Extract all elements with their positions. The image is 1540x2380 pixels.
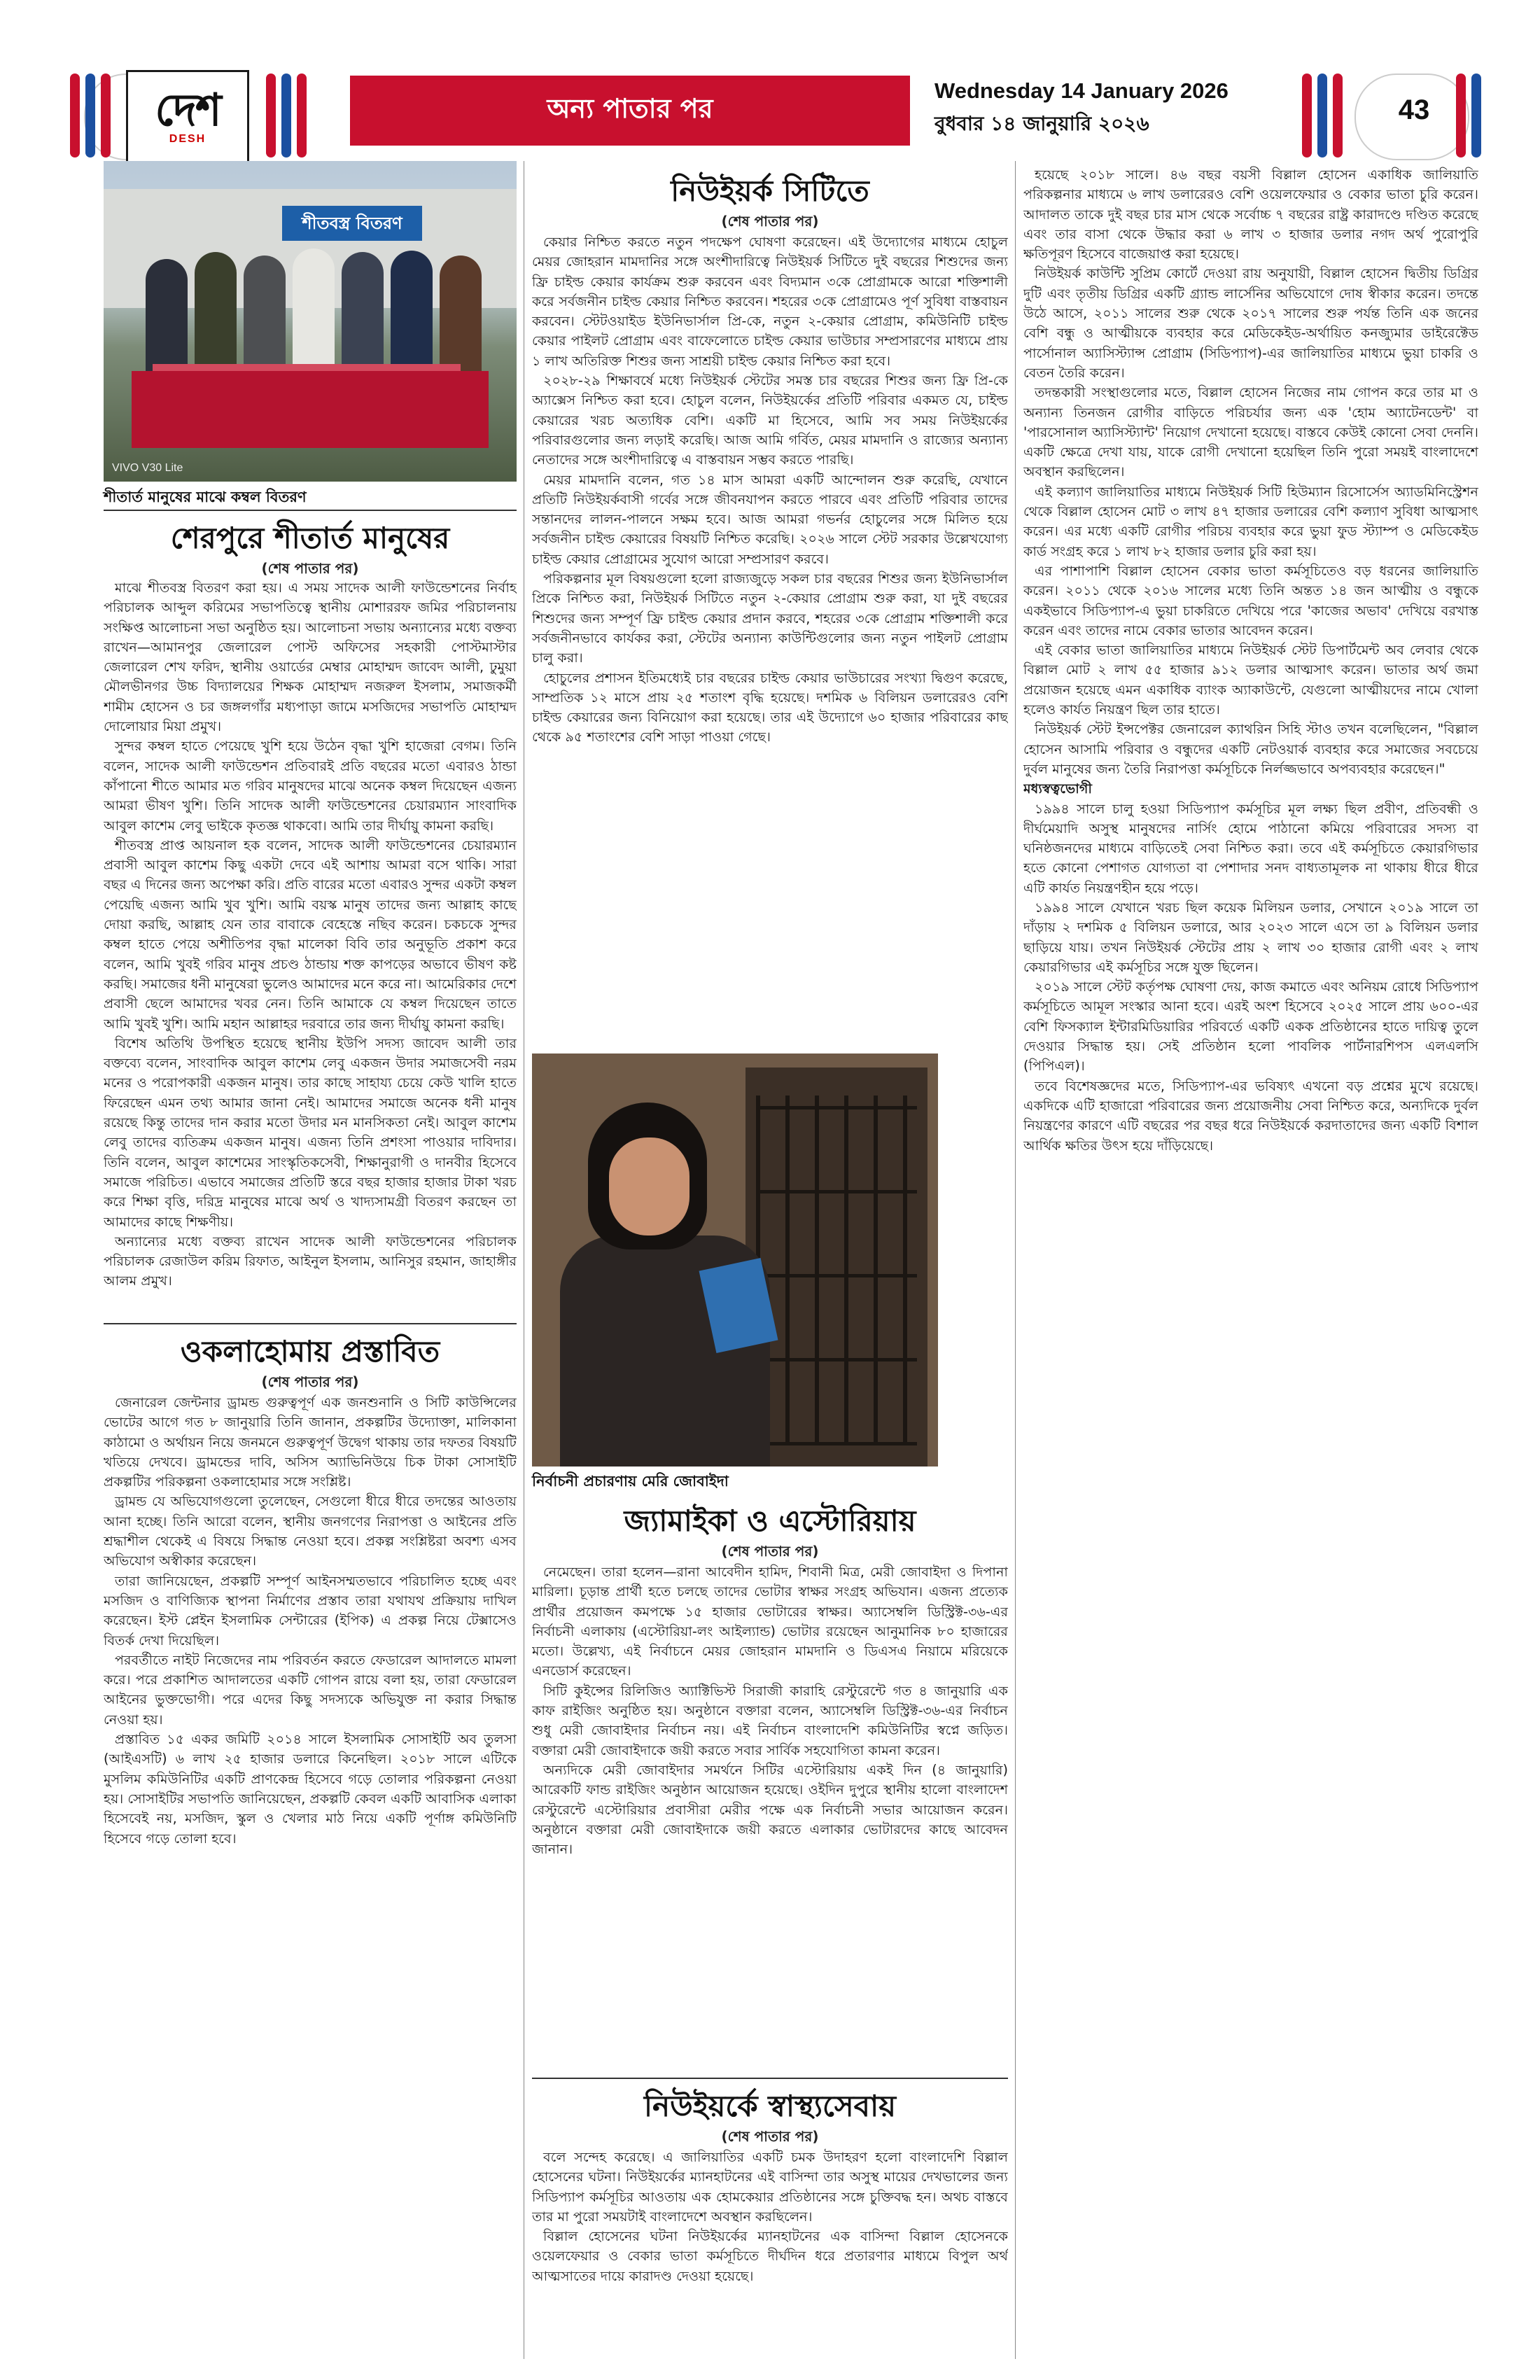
paragraph: অন্যান্যের মধ্যে বক্তব্য রাখেন সাদেক আলী ফাউন্ডেশনের পরিচালক পরিচালক রেজাউল করিম রিফাত, আইনুল ইসলাম, আনিসুর রহমান, জাহাঙ্গীর আলম প্রমুখ। — [104, 1233, 517, 1289]
story-body — [104, 1393, 517, 2345]
logo-stripes — [266, 74, 322, 158]
paragraph: তবে বিশেষজ্ঞদের মতে, সিডিপ্যাপ-এর ভবিষ্যৎ এখনো বড় প্রশ্নের মুখে রয়েছে। একদিকে এটি হাজারো পরিবারের জন্য প্রয়োজনীয় সেবা নিশ্চিত করে, অন্যদিকে দুর্বল নিয়ন্ত্রণের কারণে এটি বছরের পর বছর ধরে নিউইয়র্কে করদাতাদের জন্য একটি বিশাল আর্থিক ক্ষতির উৎস হয়ে দাঁড়িয়েছে। — [1023, 1077, 1478, 1154]
left-stripes — [70, 74, 126, 158]
paragraph: মেয়র মামদানি বলেন, গত ১৪ মাস আমরা একটি আন্দোলন শুরু করেছি, যেখানে প্রতিটি নিউইয়র্কবাসী গর্বের সঙ্গে জীবনযাপন করতে পারবে এবং প্রতিটি পরিবার তাদের সন্তানদের লালন-পালনে সক্ষম হবে। আজ আমরা গভর্নর হোচুলের সঙ্গে মিলিত হয়ে সর্বজনীন চাইল্ড কেয়ারের বিষয়টি নিশ্চিত করেছি। ২০২৬ সালে স্টেট সরকার উল্লেখযোগ্য চাইল্ড কেয়ার প্রোগ্রামের সুযোগ আরো সম্প্রসারণ করবে। — [532, 471, 1008, 567]
paragraph: জেনারেল জেন্টনার ড্রামন্ড গুরুত্বপূর্ণ এক জনশুনানি ও সিটি কাউন্সিলের ভোটের আগে গত ৮ জানুয়ারি তিনি জানান, প্রকল্পটির উদ্যোক্তা, মালিকানা কাঠামো ও অর্থায়ন নিয়ে জনমনে গুরুত্বপূর্ণ উদ্বেগ থাকায় তার দফতর বিষয়টি খতিয়ে দেখবে। ড্রামন্ডের দাবি, অসিস অ্যাভিনিউয়ে চিক টাকা সোসাইটি প্রকল্পটির পরিকল্পনা ওকলাহোমার সঙ্গে সংশ্লিষ্ট। — [104, 1394, 517, 1490]
continued-label: (শেষ পাতার পর) — [261, 560, 359, 577]
paragraph: কেয়ার নিশ্চিত করতে নতুন পদক্ষেপ ঘোষণা করেছেন। এই উদ্যোগের মাধ্যমে হোচুল মেয়র জোহরান মামদানির সঙ্গে অংশীদারিত্বে নিউইয়র্ক সিটিতে দুই বছরের শিশুদের জন্য ফ্রি চাইল্ড কেয়ার কার্যক্রম শুরু করবেন এবং বিদ্যমান ৩কে প্রোগ্রামকে আরো শক্তিশালী করে সর্বজনীন চাইল্ড কেয়ার নিশ্চিত করবেন। শহরের ৩কে প্রোগ্রামেও পূর্ণ সুবিধা বাস্তবায়ন করবেন। স্টেটওয়াইড ইউনিভার্সাল প্রি-কে, নতুন ২-কেয়ার প্রোগ্রাম, কমিউনিটি চাইল্ড কেয়ার পাইলট প্রোগ্রাম এবং বাফেলোতে চাইল্ড কেয়ার ভাউচার সম্প্রসারণের মাধ্যমে প্রায় ১ লাখ অতিরিক্ত শিশুর জন্য সাশ্রয়ী চাইল্ড কেয়ার নিশ্চিত করা হবে। — [532, 234, 1008, 369]
date-bangla: বুধবার ১৪ জানুয়ারি ২০২৬ — [934, 112, 1149, 135]
candidate-campaign-photo — [532, 1054, 938, 1466]
paragraph: ড্রামন্ড যে অভিযোগগুলো তুলেছেন, সেগুলো ধীরে ধীরে তদন্তের আওতায় আনা হচ্ছে। তিনি আরো বলেন, স্থানীয় জনগণের নিরাপত্তা ও আইনের প্রতি শ্রদ্ধাশীল থেকেই এ বিষয়ে সিদ্ধান্ত নেওয়া হবে। প্রকল্প সংশ্লিষ্টরা অবশ্য এসব অভিযোগ অস্বীকার করেছেন। — [104, 1493, 517, 1569]
paragraph: অন্যদিকে মেরী জোবাইদার সমর্থনে সিটির এস্টোরিয়ায় একই দিন (৪ জানুয়ারি) আরেকটি ফান্ড রাইজিং অনুষ্ঠান আয়োজন হয়েছে। ওইদিন দুপুরে স্থানীয় হালো বাংলাদেশ রেস্টুরেন্টে এস্টোরিয়ার প্রবাসীরা মেরীর পক্ষে এক নির্বাচনী সভার আয়োজন করেন। অনুষ্ঠানে বক্তারা মেরী জোবাইদাকে জয়ী করতে এলাকার ভোটারদের কাছে আবেদন জানান। — [532, 1761, 1008, 1858]
paragraph: বিল্লাল হোসেনের ঘটনা নিউইয়র্কের ম্যানহাটনের এক বাসিন্দা বিল্লাল হোসেনকে ওয়েলফেয়ার ও বেকার ভাতা কর্মসূচিতে দীর্ঘদিন ধরে প্রতারণার মাধ্যমে বিপুল অর্থ আত্মসাতের দায়ে কারাদণ্ড দেওয়া হয়েছে। — [532, 2228, 1008, 2284]
paragraph: সুন্দর কম্বল হাতে পেয়েছে খুশি হয়ে উঠেন বৃদ্ধা খুশি হাজেরা বেগম। তিনি বলেন, সাদেক আলী ফাউন্ডেশন প্রতিবারই প্রতি বছরের মতো এবারও ঠান্ডা কাঁপানো শীতে আমার মত গরিব মানুষদের মাঝে অনেক কম্বল দিয়েছেন এজন্য আমরা ভীষণ খুশি। তিনি সাদেক আলী ফাউন্ডেশনের চেয়ারম্যান সাংবাদিক আবুল কাশেম লেবু ভাইকে কৃতজ্ঞ থাকবো। আমি তার দীর্ঘায়ু কামনা করছি। — [104, 738, 517, 834]
continued-label: (শেষ পাতার পর) — [721, 213, 819, 230]
paragraph: এর পাশাপাশি বিল্লাল হোসেন বেকার ভাতা কর্মসূচিতেও বড় ধরনের জালিয়াতি করেন। ২০১১ থেকে ২০১৬ সালের মধ্যে তিনি অন্তত ১৪ জন আত্মীয় ও বন্ধুকে একইভাবে সিডিপ্যাপ-এ ভুয়া চাকরিতে দেখিয়ে পরে 'কাজের অভাব' দেখিয়ে বরখাস্ত করেন এবং তাদের নামে বেকার ভাতার আবেদন করেন। — [1023, 562, 1478, 638]
paragraph: নিউইয়র্ক কাউন্টি সুপ্রিম কোর্টে দেওয়া রায় অনুযায়ী, বিল্লাল হোসেন দ্বিতীয় ডিগ্রির দুটি এবং তৃতীয় ডিগ্রির একটি গ্র্যান্ড লার্সেনির অভিযোগে দোষ স্বীকার করেন। তদন্তে উঠে আসে, ২০১১ সালের শুরু থেকে ২০১৭ সালের শুরু পর্যন্ত তিনি এক জনের বেশি বন্ধু ও আত্মীয়কে ব্যবহার করে মেডিকেইড-অর্থায়িত কনজ্যুমার ডাইরেক্টেড পার্সোনাল অ্যাসিস্ট্যান্স প্রোগ্রাম (সিডিপ্যাপ)-এর জালিয়াতির মাধ্যমে ভুয়া চাকরি ও বেতন তৈরি করেন। — [1023, 265, 1478, 381]
page-number: 43 — [1398, 94, 1430, 125]
paragraph: নিউইয়র্ক স্টেট ইন্সপেক্টর জেনারেল ক্যাথরিন সিহি স্টাও তখন বলেছিলেন, "বিল্লাল হোসেন আসামি পরিবার ও বন্ধুদের একটি নেটওয়ার্ক ব্যবহার করে সমাজের সবচেয়ে দুর্বল মানুষের জন্য তৈরি নিরাপত্তা কর্মসূচিকে নির্লজ্জভাবে অপব্যবহার করেছেন।" — [1023, 721, 1478, 777]
story-body — [532, 1562, 1008, 2070]
paragraph: মাঝে শীতবস্ত্র বিতরণ করা হয়। এ সময় সাদেক আলী ফাউন্ডেশনের নির্বাহ পরিচালক আব্দুল করিমের সভাপতিত্বে স্থানীয় মোশাররফ জমির পরিচালনায় সংক্ষিপ্ত আলোচনা সভা অনুষ্ঠিত হয়। আলোচনা সভায় অন্যান্যের মধ্যে বক্তব্য রাখেন—আমানপুর জেলারেল পোস্ট অফিসের সহকারী পোস্টমাস্টার জেলারেল শেখ ফরিদ, স্থানীয় ওয়ার্ডের মেম্বার মোহাম্মদ জাবেদ আলী, ঢুমুয়া মৌলভীনগর উচ্চ বিদ্যালয়ের শিক্ষক মোহাম্মদ নজরুল ইসলাম, সমাজকর্মী শামীম হোসেন ও চর জঙ্গলগাঁর মধ্যপাড়া জামে মসজিদের সভাপতি মোহাম্মদ দোলোয়ার মিয়া প্রমুখ। — [104, 580, 517, 735]
paragraph: হয়েছে ২০১৮ সালে। ৪৬ বছর বয়সী বিল্লাল হোসেন একাধিক জালিয়াতি পরিকল্পনার মাধ্যমে ৬ লাখ ডলারেরও বেশি ওয়েলফেয়ার ও বেকার ভাতা চুরি করেন। আদালত তাকে দুই বছর চার মাস থেকে সর্বোচ্চ ৭ বছরের রাষ্ট্র কারাদণ্ডে দণ্ডিত করেছে এবং তার বাসা থেকে উদ্ধার করা ৬ লাখ ৩ হাজার ডলার নগদ অর্থ পুরোপুরি ক্ষতিপূরণ হিসেবে বাজেয়াপ্ত করা হয়েছে। — [1023, 167, 1478, 262]
paragraph: বিশেষ অতিথি উপস্থিত হয়েছে স্থানীয় ইউপি সদস্য জাবেদ আলী তার বক্তব্যে বলেন, সাংবাদিক আবুল কাশেম লেবু একজন উদার সমাজসেবী নরম মনের ও পরোপকারী একজন মানুষ। তার কাছে সাহায্য চেয়ে কেউ খালি হাতে ফিরেছেন এমন তথ্য আমার জানা নেই। আমাদের সমাজে অনেক ধনী মানুষ রয়েছে কিন্তু তাদের দান করার মতো উদার মন মানসিকতা নেই। আবুল কাশেম লেবু তাদের ব্যতিক্রম একজন মানুষ। এজন্য তিনি প্রশংসা পাওয়ার দাবিদার। তিনি বলেন, আবুল কাশেমের সাংস্কৃতিকসেবী, শিক্ষানুরাগী ও দানবীর হিসেবে সমাজে পরিচিত। এভাবে সমাজের প্রতিটি স্তরে বছর হাজার হাজার টাকা খরচ করে শিক্ষা বৃত্তি, দরিদ্র মানুষের মাঝে অর্থ ও খাদ্যসামগ্রী বিতরণ করছেন তা আমাদের কাছে শিক্ষণীয়। — [104, 1035, 517, 1230]
date-english: Wednesday 14 January 2026 — [934, 78, 1228, 103]
photo-watermark: VIVO V30 Lite — [112, 462, 183, 474]
story-headline: ওকলাহোমায় প্রস্তাবিত — [180, 1334, 440, 1368]
photo-caption: শীতার্ত মানুষের মাঝে কম্বল বিতরণ — [104, 489, 307, 505]
story-headline: শেরপুরে শীতার্ত মানুষের — [170, 521, 450, 555]
logo-wordmark: দেশ — [155, 84, 220, 136]
paragraph: ১৯৯৪ সালে যেখানে খরচ ছিল কয়েক মিলিয়ন ডলার, সেখানে ২০১৯ সালে তা দাঁড়ায় ২ দশমিক ৫ বিলিয়ন ডলারে, আর ২০২৩ সালে এসে তা ৯ বিলিয়ন ডলার ছাড়িয়ে যায়। তখন নিউইয়র্ক স্টেটের প্রায় ২ লাখ ৩০ হাজার রোগী এবং ২ লাখ কেয়ারগিভার এই কর্মসূচির সঙ্গে যুক্ত ছিলেন। — [1023, 899, 1478, 975]
photo-door-grille — [756, 1096, 917, 1446]
paragraph: ২০১৯ সালে স্টেট কর্তৃপক্ষ ঘোষণা দেয়, কাজ কমাতে এবং অনিয়ম রোধে সিডিপ্যাপ কর্মসূচিতে আমূল সংস্কার আনা হবে। এরই অংশ হিসেবে ২০২৫ সালে প্রায় ৬০০-এর বেশি ফিসক্যাল ইন্টারমিডিয়ারির পরিবর্তে একটি একক প্রতিষ্ঠানের হাতে দায়িত্ব তুলে দেওয়ার সিদ্ধান্ত হয়। সেই প্রতিষ্ঠান হলো পাবলিক পার্টনারশিপস এলএলসি (পিপিএল)। — [1023, 979, 1478, 1074]
paragraph: এই বেকার ভাতা জালিয়াতির মাধ্যমে নিউইয়র্ক স্টেট ডিপার্টমেন্ট অব লেবার থেকে বিল্লাল মোট ২ লাখ ৫৫ হাজার ৯১২ ডলার আত্মসাৎ করেন। ভাতার অর্থ জমা প্রয়োজন হয়েছে এমন একাধিক ব্যাংক অ্যাকাউন্টে, যেগুলো আত্মীয়দের নামে খোলা হলেও কার্যত নিয়ন্ত্রণ ছিল তার হাতে। — [1023, 642, 1478, 718]
story-body — [104, 578, 517, 1317]
continued-label: (শেষ পাতার পর) — [261, 1373, 359, 1390]
newspaper-logo — [126, 70, 249, 164]
blanket-distribution-photo — [104, 161, 517, 482]
story-headline: নিউইয়র্কে স্বাস্থ্যসেবায় — [644, 2089, 896, 2123]
paragraph: সিটি কুইন্সের রিলিজিও অ্যাক্টিভিস্ট সিরাজী কারাহি রেস্টুরেন্টে গত ৪ জানুয়ারি এক কাফ রাইজিং অনুষ্ঠিত হয়। অনুষ্ঠানে বক্তারা বলেন, অ্যাসেম্বলি ডিস্ট্রিক্ট-৩৬-এর নির্বাচন শুধু মেরী জোবাইদার নির্বাচন নয়। এই নির্বাচন বাংলাদেশি কমিউনিটির স্বপ্নে জড়িত। বক্তারা মেরী জোবাইদাকে জয়ী করতে সবার সার্বিক সহযোগিতা কামনা করেন। — [532, 1682, 1008, 1758]
photo-person-face — [609, 1138, 690, 1236]
logo-subtitle: DESH — [169, 133, 206, 145]
photo-banner: শীতবস্ত্র বিতরণ — [282, 206, 422, 241]
divider — [104, 510, 517, 511]
section-banner — [350, 76, 910, 146]
page-header — [0, 0, 1540, 161]
paragraph: বলে সন্দেহ করেছে। এ জালিয়াতির একটি চমক উদাহরণ হলো বাংলাদেশি বিল্লাল হোসেনের ঘটনা। নিউইয়র্কের ম্যানহাটনের এই বাসিন্দা তার অসুস্থ মায়ের দেখভালের জন্য সিডিপ্যাপ কর্মসূচির আওতায় এক হোমকেয়ার প্রতিষ্ঠানের সঙ্গে চুক্তিবদ্ধ হন। অথচ বাস্তবে তার মা পুরো সময়টাই বাংলাদেশে অবস্থান করছিলেন। — [532, 2149, 1008, 2225]
continued-label: (শেষ পাতার পর) — [721, 2128, 819, 2145]
paragraph: প্রস্তাবিত ১৫ একর জমিটি ২০১৪ সালে ইসলামিক সোসাইটি অব তুলসা (আইএসটি) ৬ লাখ ২৫ হাজার ডলারে কিনেছিল। ২০১৮ সালে এটিকে মুসলিম কমিউনিটির একটি প্রাণকেন্দ্র হিসেবে গড়ে তোলার পরিকল্পনা নেওয়া হয়। সোসাইটির সভাপতি জানিয়েছেন, প্রকল্পটি কেবল একটি আবাসিক এলাকা হিসেবেই নয়, মসজিদ, স্কুল ও খেলার মাঠ নিয়ে একটি পূর্ণাঙ্গ কমিউনিটি হিসেবে গড়ে তোলা হবে। — [104, 1731, 517, 1847]
paragraph: এই কল্যাণ জালিয়াতির মাধ্যমে নিউইয়র্ক সিটি হিউম্যান রিসোর্সেস অ্যাডমিনিস্ট্রেশন থেকে বিল্লাল হোসেন মোট ৩ লাখ ৪৭ হাজার ডলারের বেশি কল্যাণ সুবিধা আত্মসাৎ করেন। এর মধ্যে একটি রোগীর পরিচয় ব্যবহার করে ভুয়া ফুড স্ট্যাম্প ও মেডিকেইড কার্ড সংগ্রহ করে ১ লাখ ৮২ হাজার ডলার চুরি করা হয়। — [1023, 483, 1478, 559]
section-title: অন্য পাতার পর — [547, 93, 713, 124]
paragraph: তারা জানিয়েছেন, প্রকল্পটি সম্পূর্ণ আইনসম্মতভাবে পরিচালিত হচ্ছে এবং মসজিদ ও বাণিজ্যিক স্থাপনা নির্মাণের প্রস্তাব তারা যথাযথ প্রক্রিয়ায় দাখিল করেছেন। ইস্ট প্লেইন ইসলামিক সেন্টারের (ইপিক) এ প্রকল্প নিয়ে টেক্সাসেও বিতর্ক দেখা দিয়েছিল। — [104, 1572, 517, 1648]
column-rule — [1015, 161, 1016, 2359]
paragraph: তদন্তকারী সংস্থাগুলোর মতে, বিল্লাল হোসেন নিজের নাম গোপন করে তার মা ও অন্যান্য তিনজন রোগীর বাড়িতে পরিচর্যার জন্য এক 'হোম অ্যাটেনডেন্ট' বা 'পারসোনাল অ্যাসিস্ট্যান্ট' নিয়োগ দেখানো হয়েছে। বাস্তবে কেউই কোনো সেবা দেননি। একটি ক্ষেত্রে দেখা যায়, যাকে রোগী দেখানো হয়েছিল তিনি পুরো সময়ই বাংলাদেশে অবস্থান করছিলেন। — [1023, 384, 1478, 480]
story-body — [532, 2148, 1008, 2358]
paragraph: শীতবস্ত্র প্রাপ্ত আয়নাল হক বলেন, সাদেক আলী ফাউন্ডেশনের চেয়ারম্যান প্রবাসী আবুল কাশেম কিছু একটা দেবে এই আশায় আমরা বসে থাকি। সারা বছর এ দিনের জন্য অপেক্ষা করি। প্রতি বারের মতো এবারও সুন্দর একটা কম্বল পেয়েছি এজন্য আমি খুব খুশি। আমি বয়স্ক মানুষ তাদের জন্য আল্লাহ কাছে দোয়া করছি, আল্লাহ যেন তার বাবাকে বেহেস্তে নছিব করেন। চকচকে সুন্দর কম্বল হাতে পেয়ে অশীতিপর বৃদ্ধা মালেকা বিবি তার অনুভূতি প্রকাশ করে বলেন, আমি খুবই গরিব মানুষ প্রচণ্ড ঠান্ডায় শক্ত কাপড়ের অভাবে ভীষণ কষ্ট করছি। সমাজের ধনী মানুষেরা ভুলেও আমাদের মনে করে না। আমেরিকার দেশে প্রবাসী ছেলে আমাদের খবর নেন। তিনি আমাকে যে কম্বল দিয়েছেন তাতে আমি খুবই খুশি। আমি মহান আল্লাহর দরবারে তার জন্য দীর্ঘায়ু কামনা করছি। — [104, 836, 517, 1032]
paragraph: নেমেছেন। তারা হলেন—রানা আবেদীন হামিদ, শিবানী মিত্র, মেরী জোবাইদা ও দিপানা মারিলা। চূড়ান্ত প্রার্থী হতে চলছে তাদের ভোটার স্বাক্ষর সংগ্রহ অভিযান। এজন্য প্রত্যেক প্রার্থীর প্রয়োজন কমপক্ষে ১৫ হাজার ভোটারের স্বাক্ষর। অ্যাসেম্বলি ডিস্ট্রিক্ট-৩৬-এর নির্বাচনী এলাকায় (এস্টোরিয়া-লং আইল্যান্ড) ভোটার রয়েছেন আনুমানিক ৮০ হাজারের মতো। উল্লেখ্য, এই নির্বাচনে মেয়র জোহরান মামদানি ও ডিএসএ নিয়ামে মরিয়েকে এনডোর্স করেছেন। — [532, 1564, 1008, 1679]
divider — [532, 2078, 1008, 2079]
paragraph: পরবর্তীতে নাইট নিজেদের নাম পরিবর্তন করতে ফেডারেল আদালতে মামলা করে। পরে প্রকাশিত আদালতের একটি গোপন রায়ে বলা হয়, তারা ফেডারেল আইনের ভুক্তভোগী। পরে এদের কিছু সদস্যকে অভিযুক্ত না করার সিদ্ধান্ত নেওয়া হয়। — [104, 1651, 517, 1728]
paragraph: ১৯৯৪ সালে চালু হওয়া সিডিপ্যাপ কর্মসূচির মূল লক্ষ্য ছিল প্রবীণ, প্রতিবন্ধী ও দীর্ঘমেয়াদি অসুস্থ মানুষদের নার্সিং হোমে পাঠানো কমিয়ে পরিবারের সদস্য বা ঘনিষ্ঠজনদের মাধ্যমে বাড়িতেই সেবা নিশ্চিত করা। তবে এই কর্মসূচিতে কেয়ারগিভার হতে কোনো পেশাগত যোগ্যতা বা পেশাদার সনদ বাধ্যতামূলক না থাকায় ধীরে ধীরে এটি কার্যত নিয়ন্ত্রণহীন হয়ে পড়ে। — [1023, 800, 1478, 896]
paragraph: পরিকল্পনার মূল বিষয়গুলো হলো রাজ্যজুড়ে সকল চার বছরের শিশুর জন্য ইউনিভার্সাল প্রিকে নিশ্চিত করা, নিউইয়র্ক সিটিতে নতুন ২-কেয়ার প্রোগ্রাম শুরু করা, যা দুই বছরের শিশুদের জন্য সম্পূর্ণ ফ্রি চাইল্ড কেয়ার প্রদান করবে, শহরের ৩কে প্রোগ্রাম শক্তিশালী করে সর্বজনীনভাবে কার্যকর করা, স্টেটের অন্যান্য কাউন্টিগুলোর জন্য নতুন পাইলট প্রোগ্রাম চালু করা। — [532, 570, 1008, 666]
story-body — [1023, 165, 1478, 2356]
paragraph: হোচুলের প্রশাসন ইতিমধ্যেই চার বছরের চাইল্ড কেয়ার ভাউচারের সংখ্যা দ্বিগুণ করেছে, সাম্প্রতিক ১২ মাসে প্রায় ২৫ শতাংশ বৃদ্ধি হয়েছে। দশমিক ৬ বিলিয়ন ডলারেরও বেশি চাইল্ড কেয়ারের জন্য বিনিয়োগ করা হয়েছে। তার এই উদ্যোগে ৬০ হাজার পরিবারের কাছ থেকে ৯৫ শতাংশের বেশি সাড়া পাওয়া গেছে। — [532, 669, 1008, 746]
far-right-stripes — [1456, 74, 1498, 158]
photo-caption: নির্বাচনী প্রচারণায় মেরি জোবাইদা — [532, 1473, 729, 1490]
right-stripes — [1302, 74, 1358, 158]
divider — [104, 1323, 517, 1324]
story-headline: নিউইয়র্ক সিটিতে — [671, 174, 869, 208]
continued-label: (শেষ পাতার পর) — [721, 1543, 819, 1560]
blanket-stack — [132, 371, 489, 448]
paragraph: ২০২৮-২৯ শিক্ষাবর্ষে মধ্যে নিউইয়র্ক স্টেটের সমস্ত চার বছরের শিশুর জন্য ফ্রি প্রি-কে অ্যাক্সেস নিশ্চিত করা হবে। হোচুল বলেন, নিউইয়র্কের প্রতিটি পরিবার একমত যে, চাইল্ড কেয়ারের খরচ অত্যধিক বেশি। একটি মা হিসেবে, আমি সব সময় নিউইয়র্কের পরিবারগুলোর জন্য লড়াই করেছি। আজ আমি গর্বিত, মেয়র মামদানি ও রাজ্যের অন্যান্য নেতাদের সঙ্গে অংশীদারিত্বে এ বাস্তবায়ন সম্ভব করতে পারছি। — [532, 372, 1008, 468]
subheading: মধ্যস্বত্বভোগী — [1023, 780, 1092, 797]
story-body — [532, 232, 1008, 1048]
story-headline: জ্যামাইকা ও এস্টোরিয়ায় — [624, 1504, 916, 1538]
